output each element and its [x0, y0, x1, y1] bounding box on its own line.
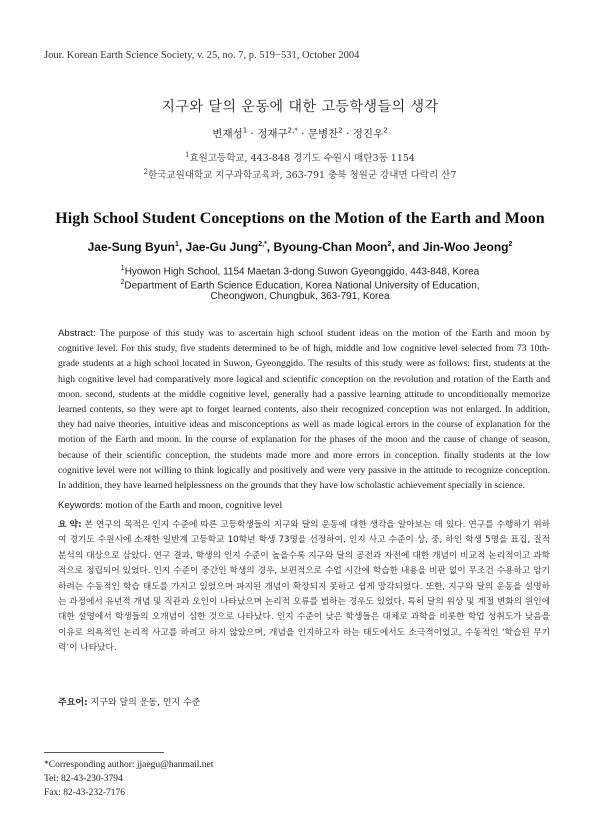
affiliation-text: Hyowon High School, 1154 Maetan 3-dong Suwon Gyeonggido, 443-848, Korea [124, 266, 480, 278]
author-affiliation-mark: 2,* [258, 241, 267, 248]
korean-affiliation-1 [0, 150, 600, 164]
footnote-divider [44, 752, 164, 753]
author-separator: , and [391, 240, 423, 254]
korean-abstract-text: 본 연구의 목적은 인지 수준에 따른 고등학생들의 지구와 달의 운동에 대한 생각을 알아보는 데 있다. 연구를 수행하기 위하여 경기도 수원시에 소재한 일반계 고등학교 10학년 학생 73명을 선정하여, 인지 사고 수준이 상, 중, 하인 학생 5명을 표집, 질적 분석의 대상으로 삼았다. 연구 결과, 학생의 인지 수준이 높을수록 지구와 달의 공전과 자전에 대한 개념이 비교적 논리적이고 과학적으로 정립되어 있었다. 인지 수준이 중간인 학생의 경우, 보편적으로 수업 시간에 학습한 내용을 비판 없이 무조건 수용하고 암기하려는 수동적인 학습 태도를 가지고 있었으며 파지된 개념이 확장되지 못하고 쉽게 망각되었다. 또한, 지구와 달의 운동을 설명하는 과정에서 유년적 개념 및 직관과 오인이 나타났으며 논리적 오류를 범하는 경우도 있었다. 특히 달의 위상 및 계절 변화의 원인에 대한 설명에서 학생들의 오개념이 심한 것으로 나타났다. 인지 수준이 낮은 학생들은 대체로 과학을 비롯한 학업 성취도가 낮음을 이유로 의욕적인 논리적 사고를 하려고 하지 않았으며, 개념을 인지하고자 하는 태도에서도 소극적이었고, 수동적인 ‘학습된 무기력’이 나타났다. [58, 520, 550, 654]
affiliation-mark: 2 [120, 279, 125, 286]
author-name: Byoung-Chan Moon [273, 240, 388, 254]
author-name: Jin-Woo Jeong [422, 240, 509, 254]
author-affiliation-mark: 1 [174, 241, 179, 248]
author-affiliation-mark: 2 [338, 126, 343, 135]
korean-keywords-label: 주요어: [58, 698, 88, 708]
affiliation-text: 한국교원대학교 지구과학교육과, 363-791 충북 청원군 강내면 다락리 산7 [148, 170, 457, 181]
author-separator: · [247, 128, 258, 140]
korean-abstract-label: 요 약: [58, 520, 82, 530]
author-separator: · [342, 128, 353, 140]
korean-affiliation-2 [0, 167, 600, 181]
korean-abstract [58, 518, 550, 657]
author-name: 문병찬 [307, 128, 339, 140]
english-abstract [58, 326, 550, 493]
author-affiliation-mark: 2 [387, 241, 392, 248]
keywords-text: motion of the Earth and moon, cognitive level [102, 500, 283, 511]
keywords-label: Keywords: [58, 500, 103, 511]
korean-authors [0, 126, 600, 141]
english-title: High School Student Conceptions on the Motion of the Earth and Moon [55, 210, 545, 227]
korean-title: 지구와 달의 운동에 대한 고등학생들의 생각 [161, 99, 439, 115]
corresponding-author-fax: Fax: 82-43-232-7176 [44, 788, 126, 798]
abstract-text: The purpose of this study was to ascertain high school student ideas on the motion of the Earth and moon by cognitive level. For this study, five students determined to be of high, middle and low cognitive level selected from 73 10th-grade students at a high school located in Suwon, Gyeonggido. The results of this study were as follows: first, students at the high cognitive level had comparatively more logical and scientific conception on the revolution and rotation of the Earth and moon. second, students at the middle cognitive level, generally had a passive learning attitude to unconditionally memorize learned contents, so they were apt to forget learned contents, also their recognized conception was not enlarged. In addition, they had naive theories, intuitive ideas and misconceptions as well as made logical errors in the course of explanation for the motion of the Earth and moon. In the course of explanation for the phases of the moon and the cause of change of season, because of their scientific conception, the students made more and more errors in conception. finally students at the low cognitive level were not willing to think logically and positively and were very passive in the attitude to recognize conception. In addition, they have learned helplessness on the grounds that they have low scholastic achievement specially in science. [58, 328, 550, 492]
author-affiliation-mark: 2,* [287, 126, 298, 135]
affiliation-mark: 1 [120, 265, 125, 272]
corresponding-author-email: *Corresponding author: jjaegu@hanmail.net [44, 760, 214, 770]
author-affiliation-mark: 2 [383, 126, 388, 135]
author-separator: · [297, 128, 308, 140]
journal-citation: Jour. Korean Earth Science Society, v. 25, no. 7, p. 519−531, October 2004 [44, 50, 360, 61]
english-affiliation-3: Cheongwon, Chungbuk, 363-791, Korea [210, 291, 390, 302]
author-separator: , [266, 240, 274, 254]
author-name: Jae-Gu Jung [185, 240, 259, 254]
english-authors [0, 240, 600, 254]
author-name: Jae-Sung Byun [87, 240, 175, 254]
author-name: 정재구 [257, 128, 288, 140]
affiliation-mark: 1 [185, 150, 190, 159]
author-name: 변재성 [212, 128, 243, 140]
abstract-label: Abstract: [58, 328, 96, 339]
author-name: 정진우 [352, 128, 384, 140]
author-affiliation-mark: 2 [508, 241, 513, 248]
corresponding-author-tel: Tel: 82-43-230-3794 [44, 774, 123, 784]
affiliation-text: 효원고등학교, 443-848 경기도 수원시 매탄3동 1154 [189, 153, 415, 164]
korean-keywords-text: 지구와 달의 운동, 인지 수준 [87, 698, 201, 708]
affiliation-mark: 2 [143, 167, 149, 176]
affiliation-text: Department of Earth Science Education, Korea National University of Education, [124, 280, 480, 292]
author-affiliation-mark: 1 [242, 126, 248, 135]
korean-keywords [58, 695, 201, 708]
author-separator: , [178, 240, 186, 254]
english-keywords [58, 500, 282, 511]
